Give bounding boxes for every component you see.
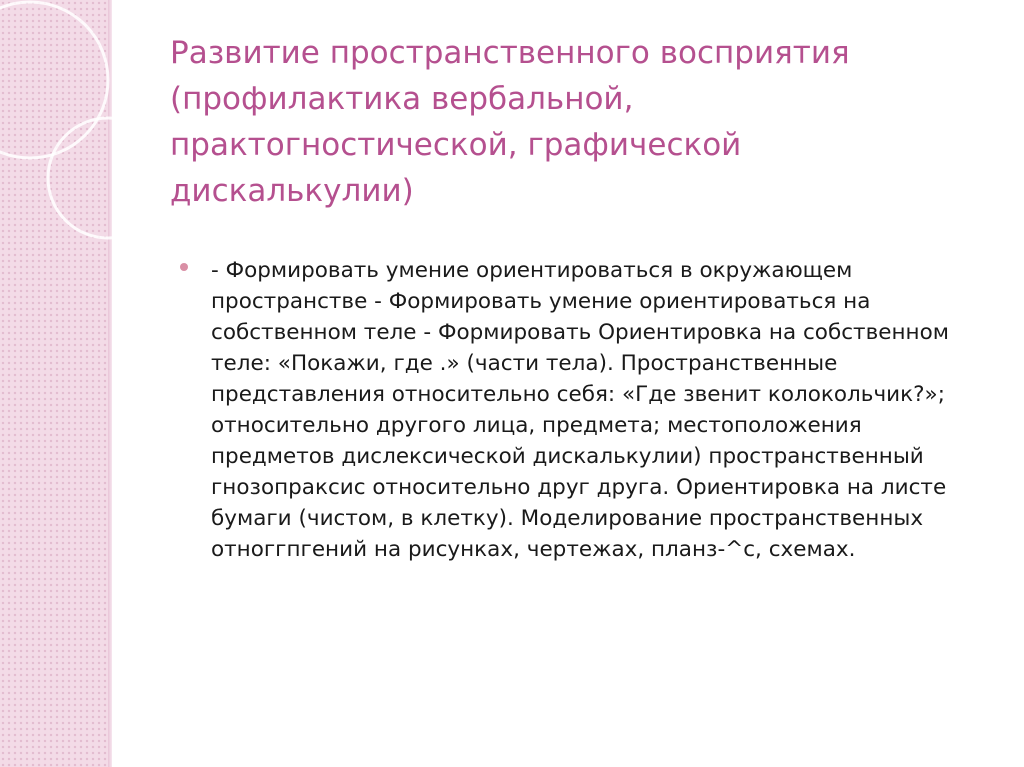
slide-body	[180, 255, 980, 565]
slide-title: Развитие пространственного восприятия (профилактика вербальной, практогностической, графической дискалькулии)	[170, 35, 850, 209]
bullet-text: - Формировать умение ориентироваться в окружающем пространстве - Формировать умение ориентироваться на собственном теле - Формировать Ориентировка на собственном теле: «Покажи, где .» (части тела). Пространственные представления относительно себя: «Где звенит колокольчик?»; относительно другого лица, предмета; местоположения предметов дислексической дискалькулии) пространственный гнозопраксис относительно друг друга. Ориентировка на листе бумаги (чистом, в клетку). Моделирование пространственных отноггпгений на рисунках, чертежах, планз-^с, схемах.	[211, 258, 949, 562]
decorative-ring-lower	[48, 118, 168, 238]
bullet-marker	[180, 263, 188, 271]
decorative-ring-upper	[0, 2, 108, 158]
decorative-rings	[0, 0, 180, 260]
